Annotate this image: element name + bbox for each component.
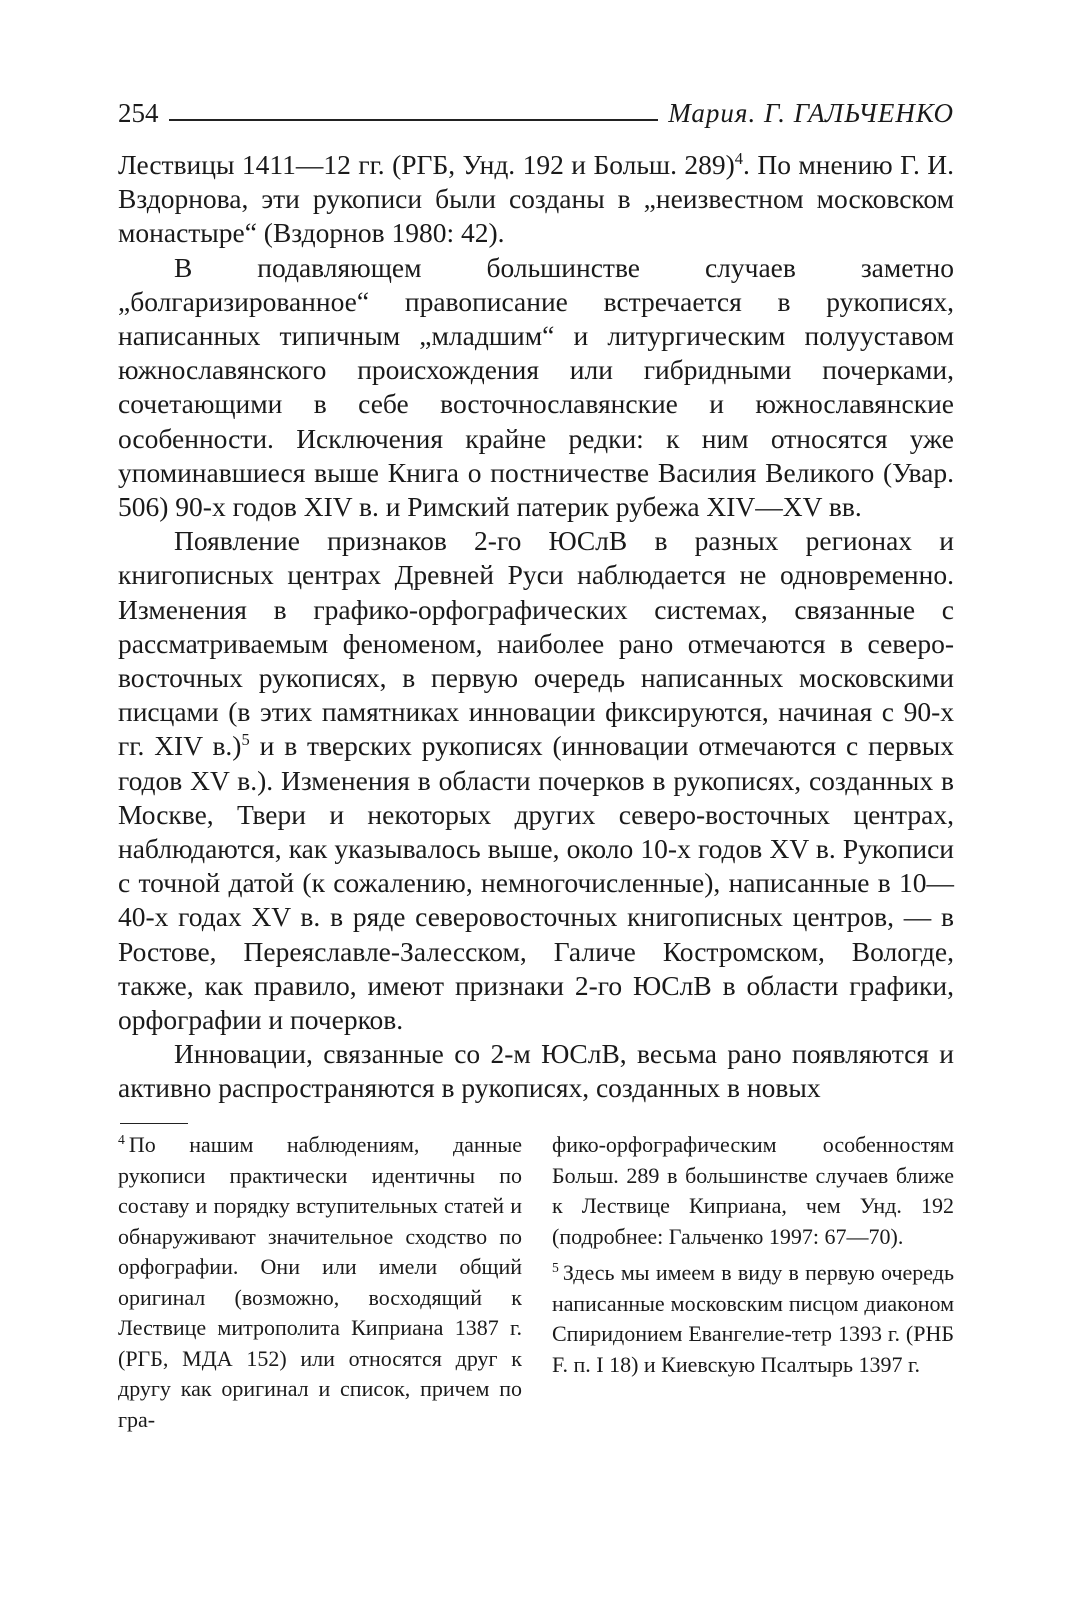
paragraph-4: Инновации, связанные со 2-м ЮСлВ, весьма рано появляются и активно распространяются в рукописях, созданных в новых [118, 1038, 954, 1104]
paragraph-1 [118, 148, 954, 251]
footnote-4 [118, 1130, 522, 1435]
paragraph-2: В подавляющем большинстве случаев заметно „болгаризированное“ правописание встречается в рукописях, написанных типичным „младшим“ и литургическим полууставом южнославянского происхождения или гибридными почерками, сочетающими в себе восточнославянские и южнославянские особенности. Исключения крайне редки: к ним относятся уже упоминавшиеся выше Книга о постничестве Василия Великого (Увар. 506) 90-х годов XIV в. и Римский патерик рубежа XIV—XV вв. [118, 251, 954, 523]
header-rule [169, 119, 659, 121]
footnote-4-number: 4 [118, 1131, 125, 1147]
paragraph-1-text-b: . По мнению Г. И. Вздорнова, эти рукописи были созданы в „неизвестном московском монастыре“ (Вздорнов 1980: 42). [118, 149, 954, 249]
paragraph-3-text-a: Появление признаков 2-го ЮСлВ в разных регионах и книгописных центрах Древней Руси наблюдается не одновременно. Изменения в графико-орфографических системах, связанные с рассматриваемым феноменом, наиболее рано отмечаются в северо-восточных рукописях, в первую очередь написанных московскими писцами (в этих памятниках инновации фиксируются, начиная с 90-х гг. XIV в.) [118, 525, 954, 762]
footnote-ref-5: 5 [241, 730, 250, 750]
page-header [118, 88, 954, 128]
page-number: 254 [118, 98, 159, 128]
footnote-5 [552, 1258, 954, 1380]
footnotes-left-column [118, 1130, 522, 1435]
footnote-rule [120, 1123, 188, 1124]
footnote-5-text: Здесь мы имеем в виду в первую очередь написанные московским писцом диаконом Спиридонием Евангелие-тетр 1393 г. (РНБ F. п. I 18) и Киевскую Псалтырь 1397 г. [552, 1260, 954, 1377]
footnote-4-continued: фико-орфографическим особенностям Больш. 289 в большинстве случаев ближе к Лествице Киприана, чем Унд. 192 (подробнее: Гальченко 1997: 67—70). [552, 1132, 954, 1249]
paragraph-3 [118, 524, 954, 1037]
footnote-ref-4: 4 [734, 148, 744, 168]
footnote-5-number: 5 [552, 1259, 559, 1275]
footnote-4-text: По нашим наблюдениям, данные рукописи практически идентичны по составу и порядку вступительных статей и обнаруживают значительное сходство по орфографии. Они или имели общий оригинал (возможно, восходящий к Лествице митрополита Киприана 1387 г. (РГБ, МДА 152) или относятся друг к другу как оригинал и список, причем по гра- [118, 1132, 522, 1432]
paragraph-1-text-a: Лествицы 1411—12 гг. (РГБ, Унд. 192 и Больш. 289) [118, 149, 735, 180]
running-head: Мария. Г. ГАЛЬЧЕНКО [668, 98, 954, 128]
footnotes-right-column [552, 1130, 954, 1380]
paragraph-3-text-b: и в тверских рукописях (инновации отмечаются с первых годов XV в.). Изменения в области почерков в рукописях, созданных в Москве, Твери и некоторых других северо-восточных центрах, наблюдаются, как указывалось выше, около 10-х годов XV в. Рукописи с точной датой (к сожалению, немногочисленные), написанные в 10—40-х годах XV в. в ряде северовосточных книгописных центров, — в Ростове, Переяславле-Залесском, Галиче Костромском, Вологде, также, как правило, имеют признаки 2-го ЮСлВ в области графики, орфографии и почерков. [118, 730, 954, 1036]
main-text [118, 148, 954, 1106]
